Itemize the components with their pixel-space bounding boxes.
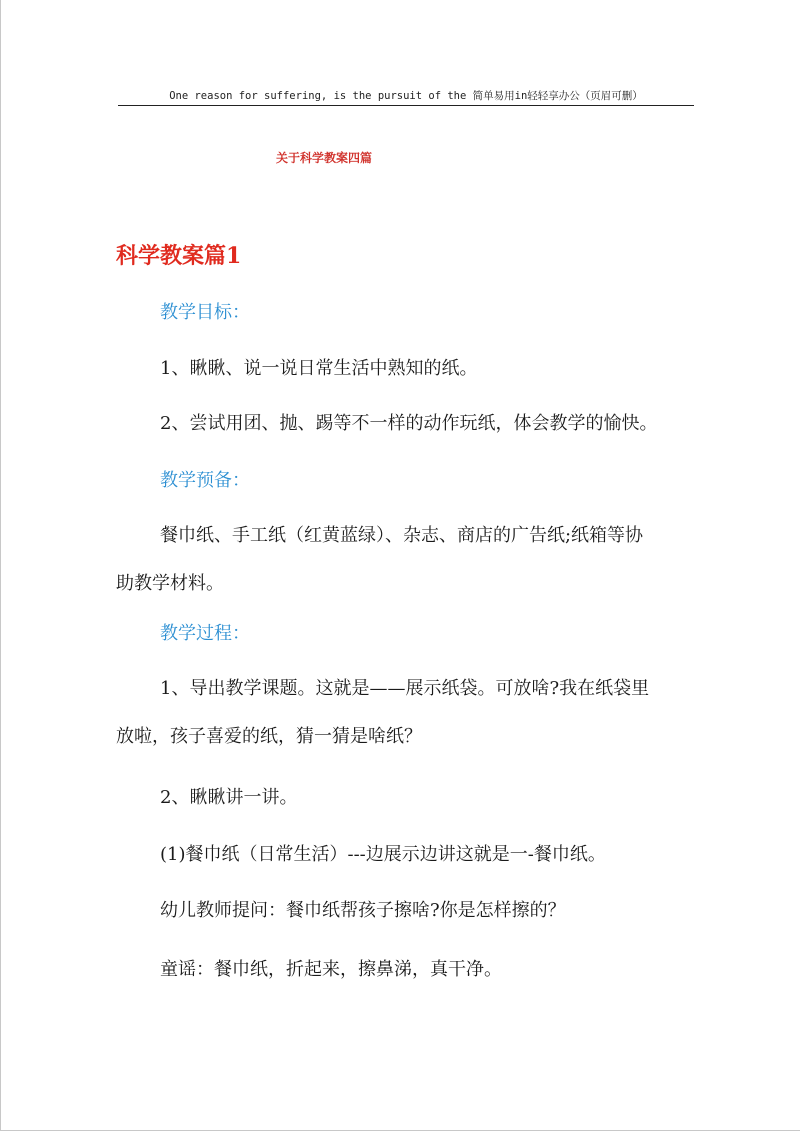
teacher-question: 幼儿教师提问：餐巾纸帮孩子擦啥?你是怎样擦的？ [160, 900, 566, 921]
step2-item-1: (1)餐巾纸（日常生活）---边展示边讲这就是一-餐巾纸。 [160, 844, 606, 865]
step1-line-1: 1、导出教学课题。这就是——展示纸袋。可放啥?我在纸袋里 [160, 678, 650, 699]
rhyme: 童谣：餐巾纸，折起来，擦鼻涕，真干净。 [160, 959, 502, 980]
process-heading: 教学过程： [160, 623, 250, 644]
page-border [0, 0, 1, 1131]
prep-paragraph [116, 512, 692, 608]
step1-paragraph [116, 665, 692, 761]
section-heading: 科学教案篇1 [116, 243, 242, 269]
goal-heading: 教学目标： [160, 302, 250, 323]
step1-line-2: 放啦，孩子喜爱的纸，猜一猜是啥纸？ [116, 726, 422, 747]
goal-item-2: 2、尝试用团、抛、踢等不一样的动作玩纸，体会教学的愉快。 [160, 413, 658, 434]
prep-heading: 教学预备： [160, 470, 250, 491]
header-rule [118, 105, 694, 106]
document-title: 关于科学教案四篇 [276, 151, 373, 165]
prep-line-1: 餐巾纸、手工纸（红黄蓝绿）、杂志、商店的广告纸;纸箱等协 [160, 525, 644, 546]
page-header: One reason for suffering, is the pursuit of the 简单易用in轻轻享办公（页眉可删） [169, 90, 643, 102]
prep-line-2: 助教学材料。 [116, 573, 224, 594]
step2: 2、瞅瞅讲一讲。 [160, 787, 298, 808]
goal-item-1: 1、瞅瞅、说一说日常生活中熟知的纸。 [160, 358, 478, 379]
